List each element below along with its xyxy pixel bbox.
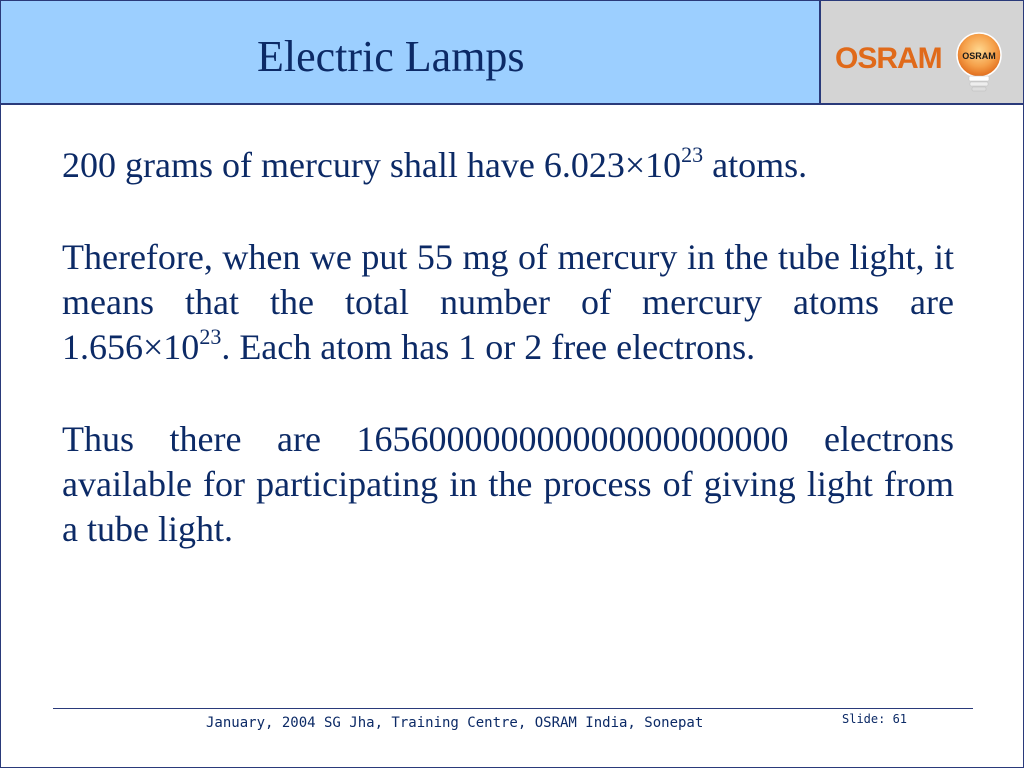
title-bar <box>1 1 821 105</box>
p2-exponent: 23 <box>199 324 222 349</box>
slide-number: Slide: 61 <box>842 712 908 726</box>
p2-text-a: Therefore, when we put 55 mg of mercury in the tube light, it means that the total number of mercury atoms are 1.656×10 <box>62 237 954 367</box>
slide-title: Electric Lamps <box>257 32 525 81</box>
slide-body <box>62 143 954 599</box>
p1-text-a: 200 grams of mercury shall have 6.023×10 <box>62 145 682 185</box>
p2-text-b: . Each atom has 1 or 2 free electrons. <box>221 327 756 367</box>
footer-divider <box>53 708 973 709</box>
footer-text: January, 2004 SG Jha, Training Centre, OSRAM India, Sonepat <box>206 715 704 731</box>
osram-logo <box>821 1 1023 105</box>
logo-wordmark: OSRAM <box>835 42 942 75</box>
lightbulb-icon <box>955 31 1003 97</box>
bulb-label: OSRAM <box>962 51 996 61</box>
paragraph-electrons: Thus there are 165600000000000000000000 electrons available for participating in the process of giving light from a tube light. <box>62 419 954 549</box>
p1-text-b: atoms. <box>703 145 808 185</box>
p1-exponent: 23 <box>681 142 704 167</box>
paragraph-mercury-atoms <box>62 143 954 188</box>
paragraph-tube-light <box>62 235 954 370</box>
